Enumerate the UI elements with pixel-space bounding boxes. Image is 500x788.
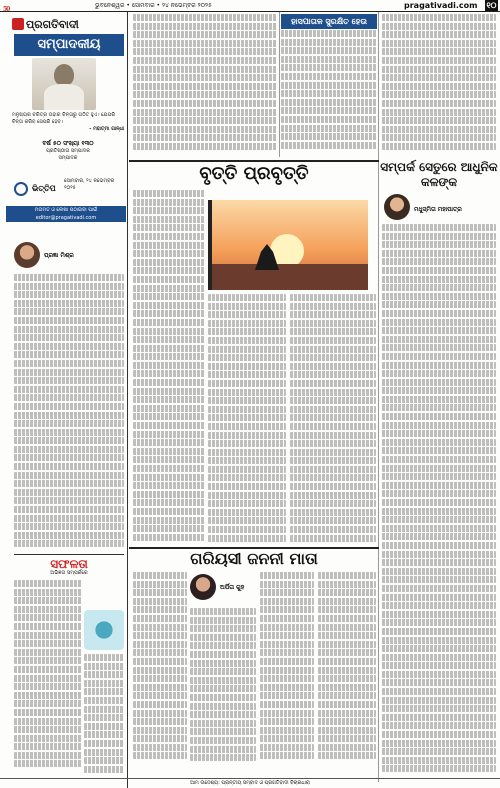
brand-logo-icon bbox=[12, 18, 24, 30]
quote-author: - ମହାତ୍ମା ଗାନ୍ଧୀ bbox=[89, 126, 124, 132]
author-name: ପ୍ରଜ୍ଞା ମିଶ୍ର bbox=[44, 252, 74, 259]
column-illustration bbox=[84, 610, 124, 650]
author-name: ମଧୁସ୍ମିତା ମହାପାତ୍ର bbox=[414, 206, 462, 213]
author-photo bbox=[190, 574, 216, 600]
city-box bbox=[12, 178, 124, 202]
column-body-continued bbox=[84, 654, 124, 780]
gandhi-portrait bbox=[32, 58, 96, 110]
bottom-article-col3 bbox=[260, 572, 314, 772]
masthead-line: ପ୍ରତିଷ୍ଠାତା ସମ୍ପାଦକ bbox=[46, 148, 90, 154]
edition-date: ସୋମବାର, ୨୪ ନଭେମ୍ବର ୨୦୨୫ bbox=[64, 178, 115, 191]
quote bbox=[12, 112, 124, 133]
contact-strip: ମତାମତ ଓ ଲେଖା ପଠାଇବା ପାଇଁ editor@pragativadi.com bbox=[6, 206, 126, 222]
bottom-article-col2 bbox=[190, 608, 256, 772]
page-number: ୧୦ bbox=[486, 1, 497, 10]
hospital-article-headline: ହାସପାତାଳ ସୁରକ୍ଷିତ ହେଉ bbox=[281, 14, 377, 29]
masthead-info bbox=[12, 140, 124, 162]
page-footer: ଆମ ଉଦ୍ଦେଶ୍ୟ: ପ୍ରାନ୍ତୀୟ ସମ୍ବାଦ ଓ ପ୍ରଗତିବାଦୀ ବିଚାରଧାରା bbox=[0, 778, 500, 788]
site-url[interactable]: pragativadi.com bbox=[404, 1, 478, 10]
article-body bbox=[14, 274, 124, 550]
right-article-headline: ସମ୍ପର୍କ ସେତୁରେ ଆଧୁନିକ କଳଙ୍କ bbox=[380, 160, 498, 189]
anniversary-logo: 50 bbox=[3, 6, 10, 13]
main-headline: ବୃତ୍ତି ପ୍ରବୃତ୍ତି bbox=[129, 160, 379, 184]
column-body bbox=[14, 580, 82, 780]
column-title: ସଫଳତା bbox=[14, 554, 124, 572]
main-article-col3 bbox=[290, 294, 376, 542]
sunset-illustration bbox=[208, 200, 368, 290]
section-title: ସମ୍ପାଦକୀୟ bbox=[14, 34, 124, 56]
bottom-article-col4 bbox=[318, 572, 376, 772]
bottom-headline: ଗରିୟସୀ ଜନନୀ ମାତା bbox=[129, 547, 379, 567]
editorial-body bbox=[133, 14, 277, 156]
page-header bbox=[0, 0, 500, 12]
author-photo bbox=[14, 242, 40, 268]
column-byline: ଅଭିଜ୍ଞତା ସମ୍ପର୍କରେ bbox=[50, 570, 88, 576]
author-photo bbox=[384, 194, 410, 220]
masthead-line: ବର୍ଷ ୫୦ ସଂଖ୍ୟା ୧୩୦ bbox=[42, 140, 94, 147]
masthead-line: ସମ୍ପାଦକ bbox=[58, 155, 78, 161]
dateline: ଭୁବନେଶ୍ୱର • ସୋମବାର • ୨୪ ନଭେମ୍ବର ୨୦୨୫ bbox=[95, 2, 212, 9]
city-name: ଭିତ୍ତିପ bbox=[32, 184, 56, 193]
author-block bbox=[14, 242, 124, 272]
quote-text: ମନୁଷ୍ୟର ଚରିତ୍ର ତାହାର ଚିନ୍ତାରୁ ଗଠିତ ହୁଏ। ଯେପରି ଚିନ୍ତା କରିବ ସେପରି ହେବ। bbox=[12, 112, 116, 125]
hospital-article-body-continued bbox=[382, 14, 496, 156]
left-column bbox=[0, 12, 128, 788]
location-pin-icon bbox=[14, 182, 28, 196]
author-name: ଅର୍ପିତା ଗୁହ bbox=[220, 584, 245, 591]
bottom-article-col1 bbox=[133, 572, 187, 772]
author-block bbox=[190, 574, 256, 604]
hospital-article-body bbox=[281, 30, 377, 156]
brand-name: ପ୍ରଗତିବାଦୀ bbox=[26, 18, 79, 31]
main-article-col1 bbox=[133, 190, 205, 542]
main-article-col2 bbox=[208, 294, 286, 542]
right-article-body bbox=[382, 224, 496, 772]
